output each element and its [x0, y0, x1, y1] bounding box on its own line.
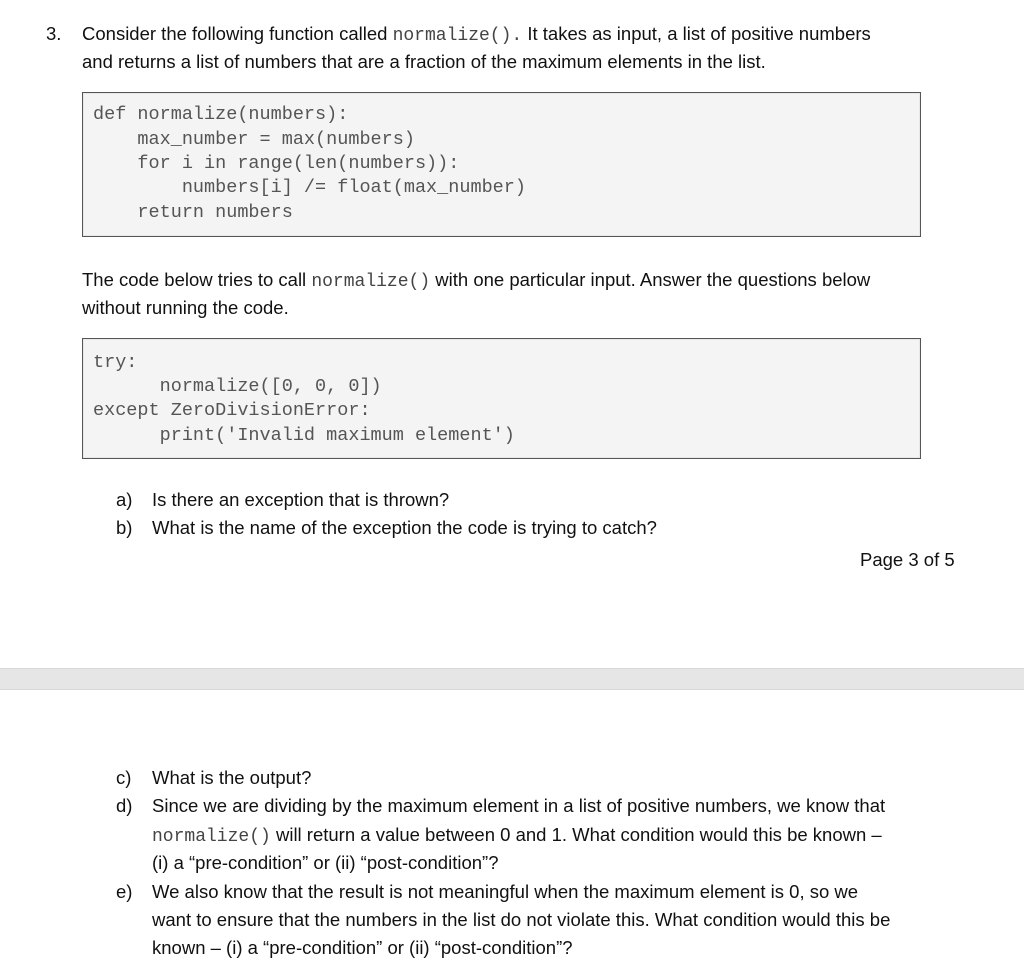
item-text-e-line-1: We also know that the result is not meaningful when the maximum element is 0, so we: [152, 881, 859, 902]
code-line: except ZeroDivisionError:: [93, 400, 371, 421]
item-label-c: c): [116, 767, 132, 788]
middle-line-2: without running the code.: [82, 297, 289, 318]
item-text-d-line-3: (i) a “pre-condition” or (ii) “post-condition”?: [152, 852, 499, 873]
item-text-e-line-2: want to ensure that the numbers in the list do not violate this. What condition would this be: [152, 909, 891, 930]
item-label-a: a): [116, 489, 133, 510]
code-line: max_number = max(numbers): [93, 129, 415, 150]
item-text-a: Is there an exception that is thrown?: [152, 489, 450, 510]
item-text-e-line-3: known – (i) a “pre-condition” or (ii) “post-condition”?: [152, 937, 573, 958]
item-text-d-line-2: normalize() will return a value between 0 and 1. What condition would this be known –: [152, 824, 882, 847]
item-label-b: b): [116, 517, 133, 538]
code-line: for i in range(len(numbers)):: [93, 153, 460, 174]
question-intro-line-1: Consider the following function called normalize(). It takes as input, a list of positive numbers: [82, 23, 871, 46]
page-separator: [0, 668, 1024, 690]
code-line: print('Invalid maximum element'): [93, 425, 515, 446]
code-line: normalize([0, 0, 0]): [93, 376, 382, 397]
item-text-c: What is the output?: [152, 767, 312, 788]
code-line: return numbers: [93, 202, 293, 223]
code-line: numbers[i] /= float(max_number): [93, 177, 526, 198]
question-number: 3.: [46, 23, 62, 44]
item-label-e: e): [116, 881, 133, 902]
document-page-4: [0, 690, 1024, 964]
item-text-b: What is the name of the exception the code is trying to catch?: [152, 517, 657, 538]
code-line: try:: [93, 352, 138, 373]
middle-line-1: The code below tries to call normalize() with one particular input. Answer the questions below: [82, 269, 871, 292]
item-text-d-line-1: Since we are dividing by the maximum element in a list of positive numbers, we know that: [152, 795, 886, 816]
code-block-try-except: [82, 338, 921, 459]
question-intro-line-2: and returns a list of numbers that are a fraction of the maximum elements in the list.: [82, 51, 766, 72]
code-block-normalize: [82, 92, 921, 237]
page-number: Page 3 of 5: [860, 549, 955, 570]
item-label-d: d): [116, 795, 133, 816]
code-line: def normalize(numbers):: [93, 104, 349, 125]
